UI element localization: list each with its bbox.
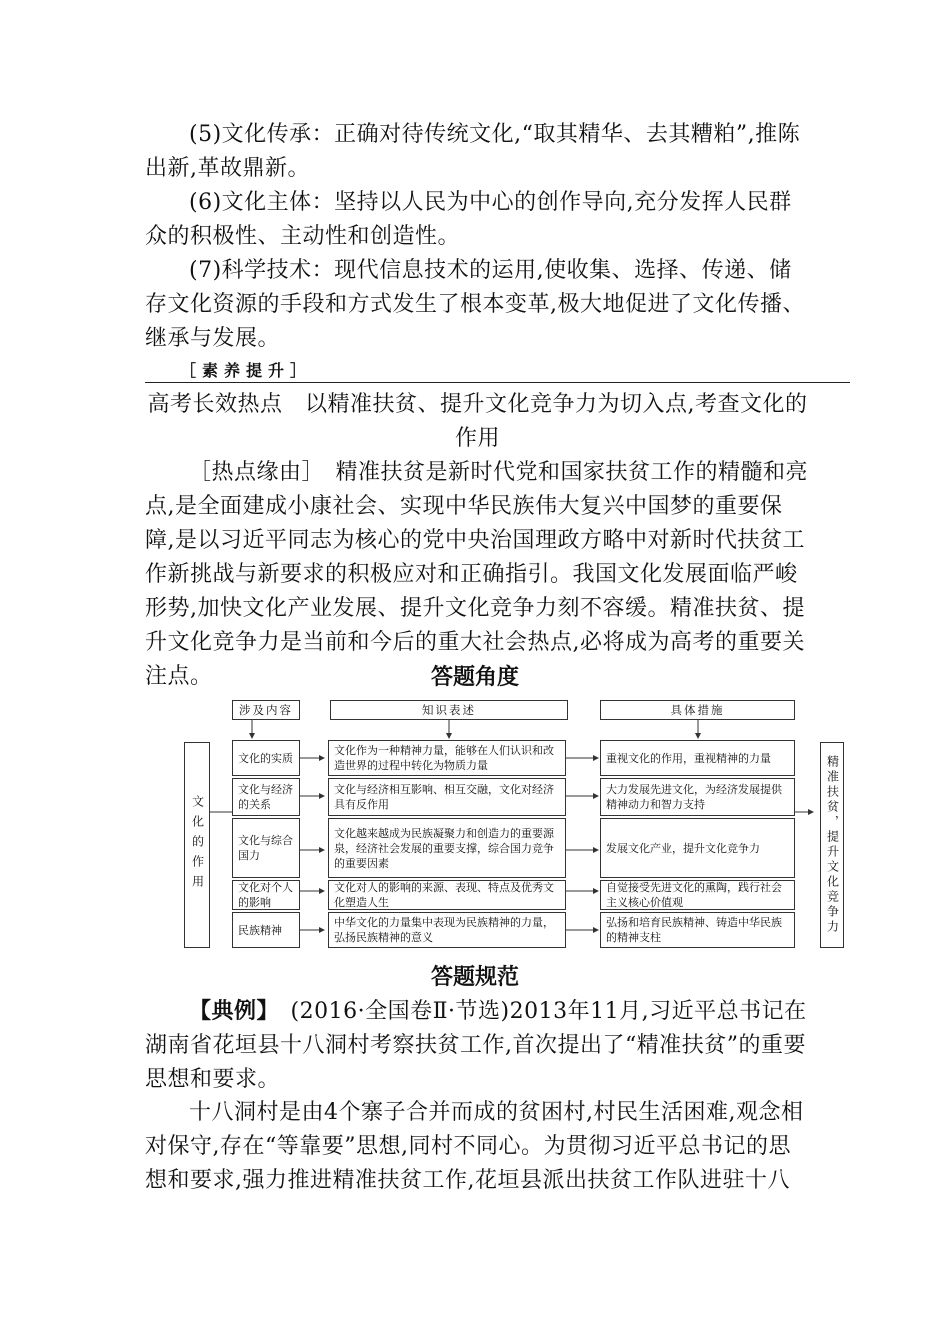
right-label-goal: 精准扶贫，提升文化竞争力 bbox=[820, 742, 844, 948]
example-label: 【典例】 bbox=[189, 998, 269, 1024]
header-measures: 具体措施 bbox=[600, 700, 795, 720]
knowledge-row-3: 文化越来越成为民族凝聚力和创造力的重要源泉，经济社会发展的重要支撑，综合国力竞争的重要因素 bbox=[328, 818, 566, 878]
header-topics: 涉及内容 bbox=[232, 700, 300, 720]
measure-row-5: 弘扬和培育民族精神、铸造中华民族的精神支柱 bbox=[600, 912, 795, 948]
example-paragraph bbox=[145, 994, 810, 1097]
section-divider bbox=[145, 382, 850, 383]
section-tag: ［素养提升］ bbox=[180, 361, 313, 380]
paragraph-cultural-heritage: (5)文化传承：正确对待传统文化,“取其精华、去其糟粕”,推陈出新,革故鼎新。 bbox=[145, 122, 801, 181]
concept-diagram bbox=[180, 698, 845, 953]
topic-row-4: 文化对个人的影响 bbox=[232, 880, 300, 910]
topic-row-5: 民族精神 bbox=[232, 912, 300, 948]
closing-paragraph: 十八洞村是由4个寨子合并而成的贫困村,村民生活困难,观念相对保守,存在“等靠要”思想,同村不同心。为贯彻习近平总书记的思想和要求,强力推进精准扶贫工作,花垣县派出扶贫工作队进驻十八 bbox=[145, 1100, 804, 1193]
measure-row-4: 自觉接受先进文化的熏陶，践行社会主义核心价值观 bbox=[600, 880, 795, 910]
knowledge-row-4: 文化对人的影响的来源、表现、特点及优秀文化塑造人生 bbox=[328, 880, 566, 910]
example-text: (2016·全国卷Ⅱ·节选)2013年11月,习近平总书记在湖南省花垣县十八洞村考察扶贫工作,首次提出了“精准扶贫”的重要思想和要求。 bbox=[145, 999, 807, 1092]
measure-row-2: 大力发展先进文化，为经济发展提供精神动力和智力支持 bbox=[600, 778, 795, 816]
header-knowledge: 知识表述 bbox=[330, 700, 568, 720]
hotspot-reason-paragraph: ［热点缘由］ 精准扶贫是新时代党和国家扶贫工作的精髓和亮点,是全面建成小康社会、实现中华民族伟大复兴中国梦的重要保障,是以习近平同志为核心的党中央治国理政方略中对新时代扶贫工作新挑战与新要求的积极应对和正确指引。我国文化发展面临严峻形势,加快文化产业发展、提升文化竞争力刻不容缓。精准扶贫、提升文化竞争力是当前和今后的重大社会热点,必将成为高考的重要关注点。 bbox=[145, 460, 809, 689]
topic-row-1: 文化的实质 bbox=[232, 740, 300, 776]
paragraph-cultural-subject: (6)文化主体：坚持以人民为中心的创作导向,充分发挥人民群众的积极性、主动性和创造性。 bbox=[145, 190, 792, 249]
measure-row-3: 发展文化产业，提升文化竞争力 bbox=[600, 818, 795, 878]
answer-angle-title: 答题角度 bbox=[430, 664, 519, 690]
knowledge-row-1: 文化作为一种精神力量，能够在人们认识和改造世界的过程中转化为物质力量 bbox=[328, 740, 566, 776]
paragraph-technology: (7)科学技术：现代信息技术的运用,使收集、选择、传递、储存文化资源的手段和方式发生了根本变革,极大地促进了文化传播、继承与发展。 bbox=[145, 258, 805, 351]
answer-norm-title: 答题规范 bbox=[430, 964, 519, 990]
left-label-cultural-role: 文化的作用 bbox=[184, 742, 210, 948]
topic-row-2: 文化与经济的关系 bbox=[232, 778, 300, 816]
measure-row-1: 重视文化的作用，重视精神的力量 bbox=[600, 740, 795, 776]
topic-row-3: 文化与综合国力 bbox=[232, 818, 300, 878]
knowledge-row-5: 中华文化的力量集中表现为民族精神的力量，弘扬民族精神的意义 bbox=[328, 912, 566, 948]
hotspot-title: 高考长效热点 以精准扶贫、提升文化竞争力为切入点,考查文化的作用 bbox=[147, 392, 808, 451]
knowledge-row-2: 文化与经济相互影响、相互交融，文化对经济具有反作用 bbox=[328, 778, 566, 816]
